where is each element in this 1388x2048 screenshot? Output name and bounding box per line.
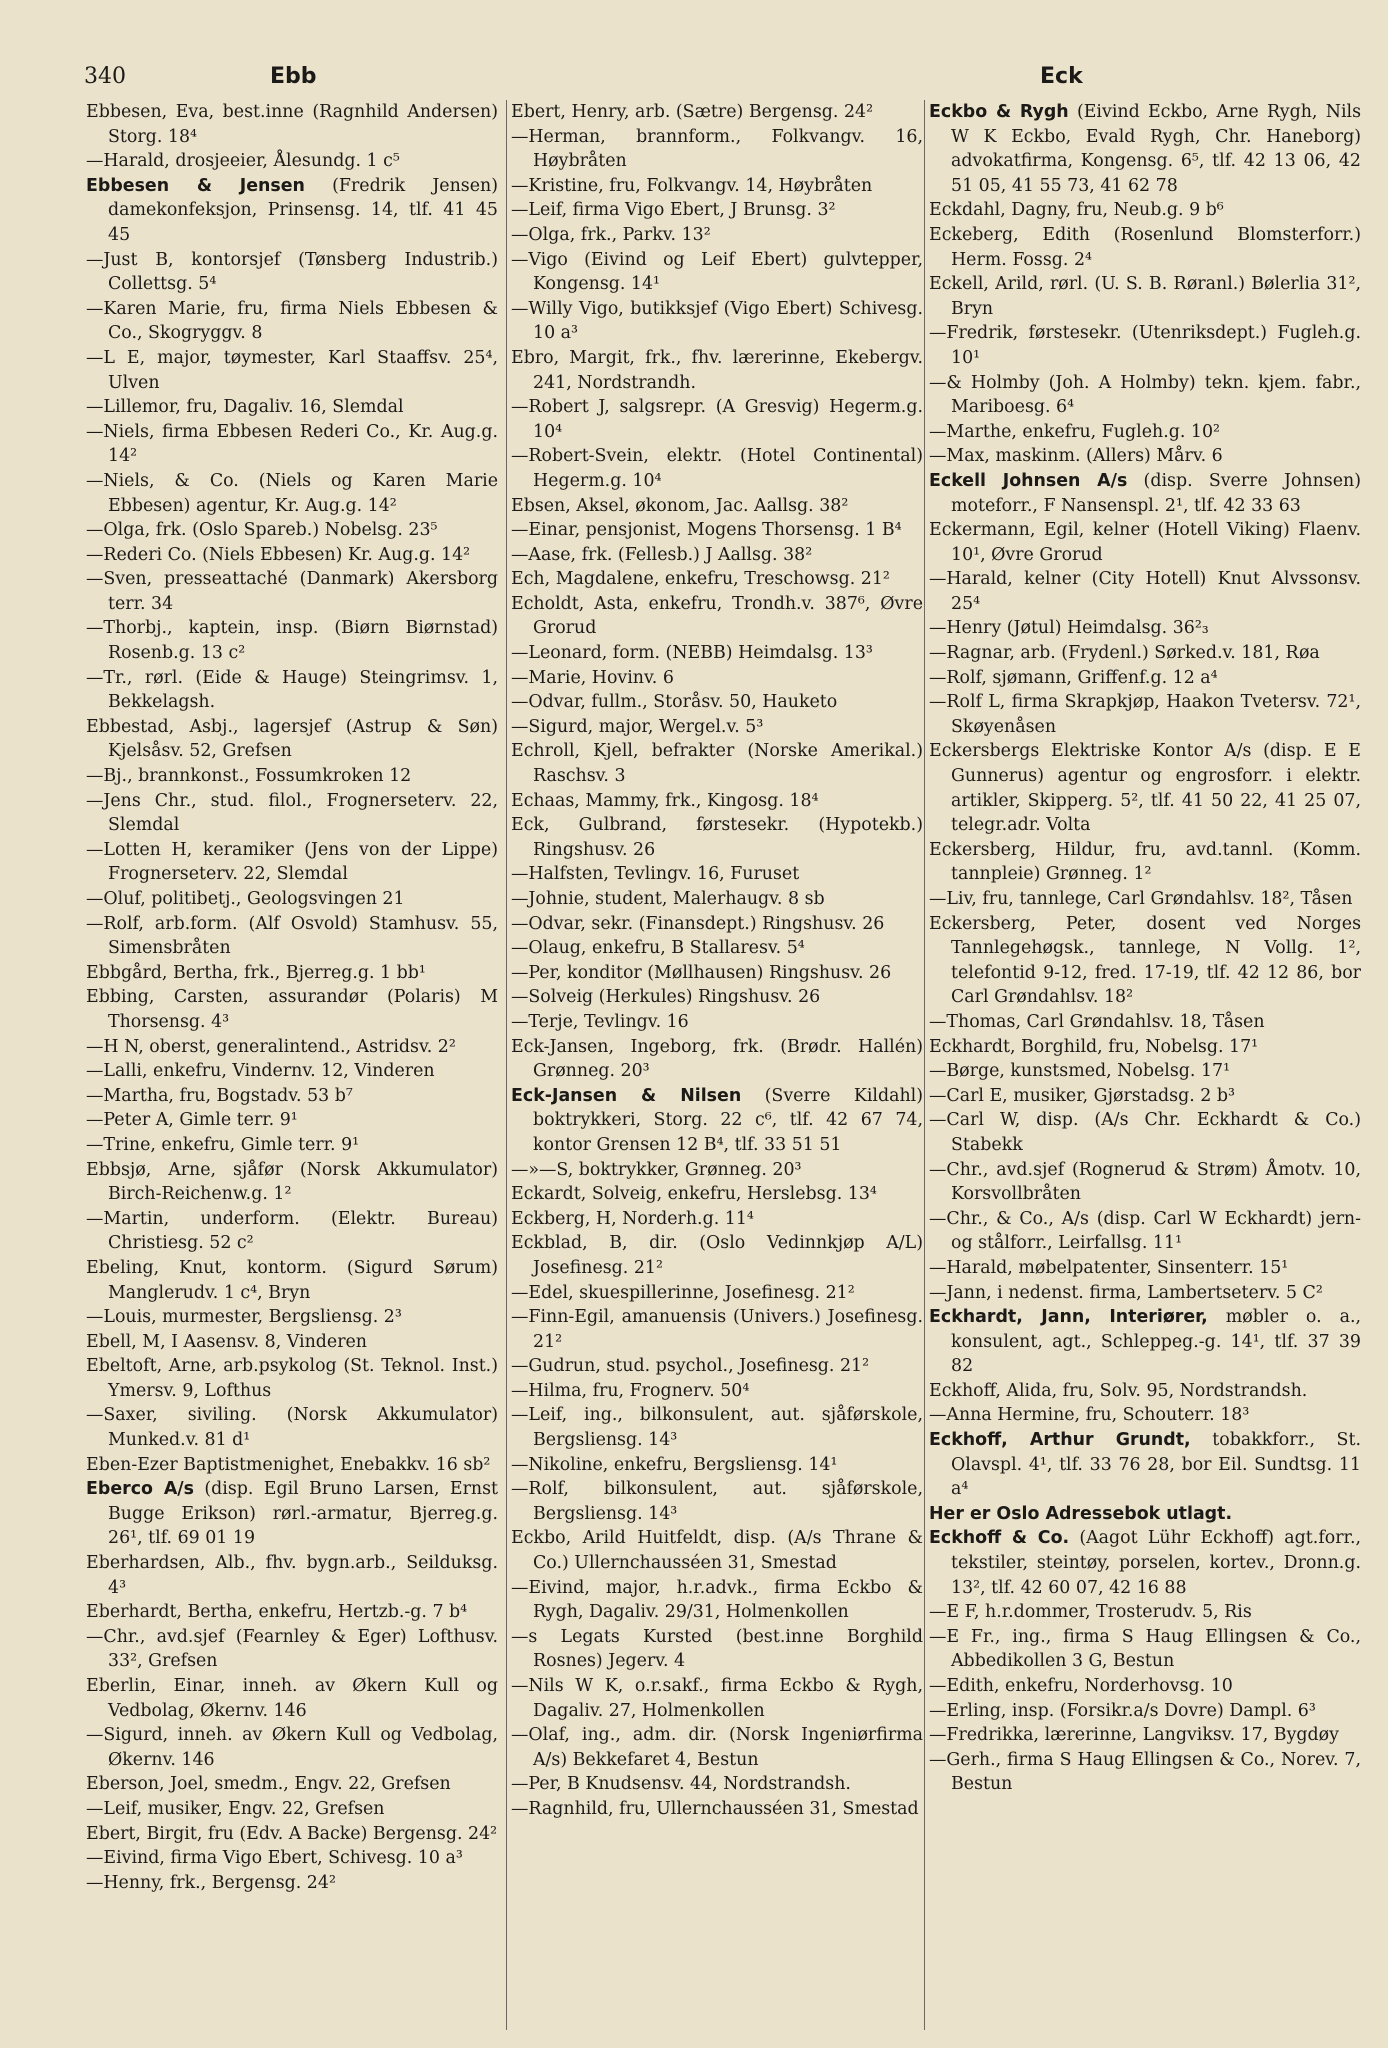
directory-entry [86,616,498,665]
directory-entry [929,1674,1361,1699]
directory-entry [511,1182,923,1207]
entry-text: Eberhardt, Bertha, enkefru, Hertzb.-g. 7 b⁴ [86,1602,468,1623]
entry-text: —Ragnhild, fru, Ullernchausséen 31, Smestad [511,1798,919,1819]
entry-text: Echaas, Mammy, frk., Kingosg. 18⁴ [511,790,819,811]
directory-entry [929,518,1361,567]
directory-entry [86,543,498,568]
entry-text: —Rolf, arb.form. (Alf Osvold) Stamhusv. 55, Simensbråten [86,913,498,959]
entry-text: —Liv, fru, tannlege, Carl Grøndahlsv. 18², Tåsen [929,889,1353,909]
entry-text: Eckbo, Arild Huitfeldt, disp. (A/s Thrane & Co.) Ullernchausséen 31, Smestad [511,1528,923,1574]
directory-entry [86,174,498,248]
entry-text: Ech, Magdalene, enkefru, Treschowsg. 21² [511,569,890,590]
directory-entry [511,1576,923,1625]
page-number: 340 [84,64,126,89]
directory-entry [511,641,923,666]
directory-entry [511,100,923,125]
directory-entry [929,1035,1361,1060]
directory-entry [511,813,923,862]
entry-text: —Vigo (Eivind og Leif Ebert) gulvtepper, Kongensg. 14¹ [511,249,923,295]
entry-text: —Børge, kunstsmed, Nobelsg. 17¹ [929,1061,1231,1082]
entry-text: —Saxer, siviling. (Norsk Akkumulator) Munked.v. 81 d¹ [86,1405,498,1451]
directory-entry [511,1625,923,1674]
directory-entry [929,100,1361,198]
entry-text: Eckardt, Solveig, enkefru, Herslebsg. 13⁴ [511,1184,877,1205]
directory-entry [511,494,923,519]
directory-entry [86,297,498,346]
entry-text: Eckblad, B, dir. (Oslo Vedinnkjøp A/L) Josefinesg. 21² [511,1233,923,1278]
directory-entry [511,346,923,395]
entry-lead-name: Eckbo & Rygh [929,102,1069,122]
directory-entry [86,1871,498,1896]
entry-text: tobakkforr., St. Olavspl. 4¹, tlf. 33 76 28, bor Eil. Sundtsg. 11 a⁴ [951,1430,1361,1500]
entry-text: Ebbing, Carsten, assurandør (Polaris) M Thorsensg. 4³ [86,987,498,1032]
entry-text: —s Legats Kursted (best.inne Borghild Rosnes) Jegerv. 4 [511,1626,923,1672]
entry-text: —Herman, brannform., Folkvangv. 16, Høybråten [511,126,923,172]
directory-entry [86,1158,498,1207]
entry-text: —Leif, musiker, Engv. 22, Grefsen [86,1798,385,1819]
directory-entry [511,592,923,641]
entry-text: —Nils W K, o.r.sakf., firma Eckbo & Rygh, Dagaliv. 27, Holmenkollen [511,1676,923,1721]
directory-entry [86,1551,498,1600]
directory-entry [86,1305,498,1330]
directory-entry [86,1035,498,1060]
entry-text: —Rolf, sjømann, Griffenf.g. 12 a⁴ [929,667,1218,688]
entry-text: Ebbgård, Bertha, frk., Bjerreg.g. 1 bb¹ [86,962,426,983]
directory-entry [86,420,498,469]
directory-entry [511,1526,923,1575]
directory-entry [929,371,1361,420]
entry-text: —Lillemor, fru, Dagaliv. 16, Slemdal [86,397,404,418]
entry-text: Eckberg, H, Norderh.g. 11⁴ [511,1208,754,1229]
directory-entry [929,1158,1361,1207]
directory-entry [929,420,1361,445]
entry-text: —»—S, boktrykker, Grønneg. 20³ [511,1159,802,1180]
directory-entry [86,1846,498,1871]
directory-entry [511,715,923,740]
entry-text: —Erling, insp. (Forsikr.a/s Dovre) Dampl. 6³ [929,1700,1316,1721]
directory-entry [511,690,923,715]
entry-text: (Eivind Eckbo, Arne Rygh, Nils W K Eckbo, Evald Rygh, Chr. Haneborg) advokatfirma, Kongensg. 6⁵, tlf. 42 13 06, 42 51 05, 41 55 73, 41 62 78 [951,102,1361,196]
entry-text: Eck, Gulbrand, førstesekr. (Hypotekb.) Ringshusv. 26 [511,815,923,860]
directory-entry [511,862,923,887]
directory-entry [929,1625,1361,1674]
directory-entry [86,149,498,174]
directory-entry [511,1158,923,1183]
directory-entry [86,1133,498,1158]
entry-text: —Louis, murmester, Bergsliensg. 2³ [86,1307,402,1328]
directory-entry [86,985,498,1034]
entry-text: —Fredrikka, lærerinne, Langviksv. 17, Bygdøy [929,1725,1339,1746]
entry-text: Eckdahl, Dagny, fru, Neub.g. 9 b⁶ [929,200,1224,221]
directory-entry [511,936,923,961]
entry-text: Echoldt, Asta, enkefru, Trondh.v. 387⁶, Øvre Grorud [511,593,923,639]
directory-entry [86,1723,498,1772]
directory-entry [511,1035,923,1084]
entry-text: —Leif, ing., bilkonsulent, aut. sjåførskole, Bergsliensg. 14³ [511,1405,923,1451]
directory-entry [86,1256,498,1305]
entry-text: —Niels, & Co. (Niels og Karen Marie Ebbesen) agentur, Kr. Aug.g. 14² [86,470,498,516]
entry-text: Eckhoff, Alida, fru, Solv. 95, Nordstrandsh. [929,1380,1308,1401]
directory-entry [929,1010,1361,1035]
directory-entry [86,838,498,887]
entry-text: —Lotten H, keramiker (Jens von der Lippe) Frognerseterv. 22, Slemdal [86,839,498,885]
entry-text: Ebsen, Aksel, økonom, Jac. Aallsg. 38² [511,495,849,516]
directory-entry [511,1084,923,1158]
directory-entry [929,272,1361,321]
entry-text: Ebbesen, Eva, best.inne (Ragnhild Andersen) Storg. 18⁴ [86,102,498,147]
entry-text: —Gudrun, stud. psychol., Josefinesg. 21² [511,1356,870,1377]
directory-entry [86,1059,498,1084]
entry-text: (disp. Egil Bruno Larsen, Ernst Bugge Erikson) rørl.-armatur, Bjerreg.g. 26¹, tlf. 69 01 19 [108,1479,498,1549]
entry-text: —Hilma, fru, Frognerv. 50⁴ [511,1380,750,1401]
entry-text: Eberlin, Einar, inneh. av Økern Kull og Vedbolag, Økernv. 146 [86,1676,498,1721]
entry-text: —E Fr., ing., firma S Haug Ellingsen & Co., Abbedikollen 3 G, Bestun [929,1626,1361,1672]
entry-text: —Robert J, salgsrepr. (A Gresvig) Hegerm.g. 10⁴ [511,397,923,442]
entry-text: Eckersbergs Elektriske Kontor A/s (disp. E E Gunnerus) agentur og engrosforr. i elektr. artikler, Skipperg. 5², tlf. 41 50 22, 41 25 07, telegr.adr. Volta [929,741,1361,836]
entry-text: —Martin, underform. (Elektr. Bureau) Christiesg. 52 c² [86,1208,498,1254]
directory-entry [929,1084,1361,1109]
directory-entry [929,444,1361,469]
directory-entry [511,543,923,568]
entry-text: —Aase, frk. (Fellesb.) J Aallsg. 38² [511,544,813,565]
entry-text: Eberson, Joel, smedm., Engv. 22, Grefsen [86,1774,451,1795]
directory-entry [511,223,923,248]
entry-text: Eberhardsen, Alb., fhv. bygn.arb., Seilduksg. 4³ [86,1553,498,1598]
entry-text: —Just B, kontorsjef (Tønsberg Industrib.) Collettsg. 5⁴ [86,249,498,295]
column-3 [924,100,1361,2030]
entry-text: —Lalli, enkefru, Vindernv. 12, Vinderen [86,1061,435,1082]
entry-text: —Rolf L, firma Skrapkjøp, Haakon Tvetersv. 72¹, Skøyenåsen [929,692,1361,737]
entry-text: Eck-Jansen, Ingeborg, frk. (Brødr. Hallén) Grønneg. 20³ [511,1036,923,1082]
directory-entry [511,666,923,691]
entry-text: —Niels, firma Ebbesen Rederi Co., Kr. Aug.g. 14² [86,421,498,467]
entry-text: møbler o. a., konsulent, agt., Schleppeg.-g. 14¹, tlf. 37 39 82 [951,1307,1361,1377]
entry-lead-name: Her er Oslo Adressebok utlagt. [929,1503,1233,1524]
directory-entry [929,1207,1361,1256]
directory-entry [86,764,498,789]
entry-text: Eckersberg, Hildur, fru, avd.tannl. (Komm. tannpleie) Grønneg. 1² [929,839,1361,885]
directory-entry [86,248,498,297]
entry-text: —Peter A, Gimle terr. 9¹ [86,1110,298,1131]
entry-lead-name: Eckhardt, Jann, Interiører, [929,1307,1208,1328]
entry-text: —Chr., avd.sjef (Rognerud & Strøm) Åmotv. 10, Korsvollbråten [929,1159,1361,1205]
entry-text: —Per, konditor (Møllhausen) Ringshusv. 26 [511,962,892,983]
directory-entry [86,1625,498,1674]
column-1 [86,100,498,2030]
entry-lead-name: Eckell Johnsen A/s [929,470,1128,491]
entry-text: —Halfsten, Tevlingv. 16, Furuset [511,864,800,885]
entry-text: —L E, major, tøymester, Karl Staaffsv. 25⁴, Ulven [86,347,498,393]
entry-text: —Sven, presseattaché (Danmark) Akersborg terr. 34 [86,569,498,614]
entry-text: —Edel, skuespillerinne, Josefinesg. 21² [511,1282,855,1303]
entry-text: —Gerh., firma S Haug Ellingsen & Co., Norev. 7, Bestun [929,1749,1361,1795]
directory-entry [511,198,923,223]
directory-entry [511,395,923,444]
directory-entry [86,1354,498,1403]
directory-entry [86,1477,498,1551]
entry-text: —Leif, firma Vigo Ebert, J Brunsg. 3² [511,200,836,221]
directory-entry [86,1797,498,1822]
directory-entry [511,444,923,493]
directory-entry [929,1526,1361,1600]
entry-text: —Thorbj., kaptein, insp. (Biørn Biørnstad) Rosenb.g. 13 c² [86,618,498,664]
directory-entry [929,1403,1361,1428]
directory-entry [86,346,498,395]
directory-entry [929,1502,1361,1527]
entry-text: (Sverre Kildahl) boktrykkeri, Storg. 22 c⁶, tlf. 42 67 74, kontor Grensen 12 B⁴, tlf. 33 51 51 [533,1085,923,1155]
directory-entry [929,1256,1361,1281]
directory-entry [929,1108,1361,1157]
entry-text: —Kristine, fru, Folkvangv. 14, Høybråten [511,175,873,196]
directory-entry [86,469,498,518]
entry-text: —Trine, enkefru, Gimle terr. 9¹ [86,1134,360,1155]
directory-entry [929,666,1361,691]
directory-entry [511,248,923,297]
entry-lead-name: Ebbesen & Jensen [86,175,305,196]
entry-text: —Finn-Egil, amanuensis (Univers.) Josefinesg. 21² [511,1307,923,1352]
entry-text: —Einar, pensjonist, Mogens Thorsensg. 1 B⁴ [511,520,902,541]
entry-text: —Harald, møbelpatenter, Sinsenterr. 15¹ [929,1257,1289,1278]
directory-entry [511,961,923,986]
entry-text: Ebell, M, I Aasensv. 8, Vinderen [86,1331,368,1352]
directory-entry [511,1723,923,1772]
directory-entry [929,641,1361,666]
entry-text: —& Holmby (Joh. A Holmby) tekn. kjem. fabr., Mariboesg. 6⁴ [929,372,1361,418]
directory-entry [86,1108,498,1133]
directory-entry [929,1428,1361,1502]
directory-entry [511,518,923,543]
directory-entry [86,1772,498,1797]
entry-text: —Bj., brannkonst., Fossumkroken 12 [86,766,412,787]
entry-text: —Carl W, disp. (A/s Chr. Eckhardt & Co.) Stabekk [929,1110,1361,1155]
entry-text: —Marie, Hovinv. 6 [511,667,674,688]
directory-entry [86,1822,498,1847]
entry-text: —Fredrik, førstesekr. (Utenriksdept.) Fugleh.g. 10¹ [929,323,1361,368]
directory-entry [86,1084,498,1109]
entry-text: —Per, B Knudsensv. 44, Nordstrandsh. [511,1774,851,1795]
entry-text: Ebbestad, Asbj., lagersjef (Astrup & Søn) Kjelsåsv. 52, Grefsen [86,716,498,762]
directory-entry [511,1797,923,1822]
entry-text: —Johnie, student, Malerhaugv. 8 sb [511,889,825,909]
entry-text: (Aagot Lühr Eckhoff) agt.forr., tekstiler, steintøy, porselen, kortev., Dronn.g. 13², tlf. 42 60 07, 42 16 88 [951,1528,1361,1598]
directory-entry [86,1403,498,1452]
directory-entry [929,198,1361,223]
directory-entry [511,1305,923,1354]
entry-text: —Harald, drosjeeier, Ålesundg. 1 c⁵ [86,151,400,172]
entry-text: —Chr., avd.sjef (Fearnley & Eger) Lofthusv. 33², Grefsen [86,1626,498,1672]
entry-text: —Marthe, enkefru, Fugleh.g. 10² [929,421,1221,442]
directory-entry [511,912,923,937]
directory-entry [511,1772,923,1797]
directory-entry [86,518,498,543]
directory-entry [86,1207,498,1256]
entry-text: Eckersberg, Peter, dosent ved Norges Tannlegehøgsk., tannlege, N Vollg. 1², telefontid 9-12, fred. 17-19, tlf. 42 12 86, bor Carl Grøndahlsv. 18² [929,913,1361,1008]
directory-entry [511,1207,923,1232]
directory-entry [86,1453,498,1478]
directory-entry [929,1748,1361,1797]
entry-text: —Odvar, sekr. (Finansdept.) Ringshusv. 26 [511,913,885,934]
directory-entry [929,690,1361,739]
entry-text: —Chr., & Co., A/s (disp. Carl W Eckhardt) jern- og stålforr., Leirfallsg. 11¹ [929,1208,1361,1254]
entry-text: —Tr., rørl. (Eide & Hauge) Steingrimsv. 1, Bekkelagsh. [86,667,498,713]
entry-text: —Odvar, fullm., Storåsv. 50, Hauketo [511,692,838,713]
entry-text: Ebert, Birgit, fru (Edv. A Backe) Bergensg. 24² [86,1823,498,1844]
directory-entry [929,1723,1361,1748]
entry-lead-name: Eckhoff, Arthur Grundt, [929,1430,1191,1451]
directory-entry [511,567,923,592]
entry-text: —Oluf, politibetj., Geologsvingen 21 [86,889,405,909]
directory-entry [86,395,498,420]
directory-entry [86,912,498,961]
directory-entry [511,1674,923,1723]
entry-text: —Olga, frk., Parkv. 13² [511,224,711,245]
entry-text: Eben-Ezer Baptistmenighet, Enebakkv. 16 sb² [86,1454,491,1475]
entry-text: Ebbsjø, Arne, sjåfør (Norsk Akkumulator) Birch-Reichenw.g. 1² [86,1159,498,1205]
directory-entry [86,715,498,764]
entry-text: Ebeling, Knut, kontorm. (Sigurd Sørum) Manglerudv. 1 c⁴, Bryn [86,1257,498,1303]
entry-text: Eckell, Arild, rørl. (U. S. B. Røranl.) Bølerlia 31², Bryn [929,274,1361,319]
column-2 [506,100,923,2030]
directory-entry [86,961,498,986]
directory-entry [511,1354,923,1379]
entry-text: —Rederi Co. (Niels Ebbesen) Kr. Aug.g. 14² [86,544,471,565]
directory-entry [511,1453,923,1478]
directory-entry [86,1600,498,1625]
entry-text: —Eivind, firma Vigo Ebert, Schivesg. 10 a³ [86,1848,463,1869]
directory-entry [929,1281,1361,1306]
directory-entry [929,887,1361,912]
entry-text: —Nikoline, enkefru, Bergsliensg. 14¹ [511,1454,838,1475]
directory-entry [929,567,1361,616]
entry-text: —Jens Chr., stud. filol., Frognerseterv. 22, Slemdal [86,790,498,836]
entry-text: —Rolf, bilkonsulent, aut. sjåførskole, Bergsliensg. 14³ [511,1479,923,1524]
directory-entry [511,125,923,174]
entry-text: —Thomas, Carl Grøndahlsv. 18, Tåsen [929,1011,1265,1032]
directory-entry [86,100,498,149]
entry-text: (Fredrik Jensen) damekonfeksjon, Prinsensg. 14, tlf. 41 45 45 [108,175,498,245]
directory-entry [511,789,923,814]
entry-text: —Karen Marie, fru, firma Niels Ebbesen & Co., Skogryggv. 8 [86,298,498,344]
directory-entry [929,1059,1361,1084]
entry-text: —Ragnar, arb. (Frydenl.) Sørked.v. 181, Røa [929,643,1320,664]
directory-entry [511,1281,923,1306]
entry-text: Ebeltoft, Arne, arb.psykolog (St. Teknol. Inst.) Ymersv. 9, Lofthus [86,1356,498,1401]
directory-entry [511,739,923,788]
entry-text: —Olga, frk. (Oslo Spareb.) Nobelsg. 23⁵ [86,520,438,541]
entry-text: —Harald, kelner (City Hotell) Knut Alvssonsv. 25⁴ [929,569,1361,614]
directory-entry [86,567,498,616]
directory-entry [929,616,1361,641]
directory-entry [86,789,498,838]
entry-text: —Max, maskinm. (Allers) Mårv. 6 [929,446,1223,467]
header-right-word: Eck [1040,64,1083,89]
entry-text: —Carl E, musiker, Gjørstadsg. 2 b³ [929,1085,1235,1106]
entry-text: —H N, oberst, generalintend., Astridsv. 2² [86,1036,456,1057]
directory-entry [929,912,1361,1010]
entry-text: Eckermann, Egil, kelner (Hotell Viking) Flaenv. 10¹, Øvre Grorud [929,520,1361,565]
directory-entry [511,1231,923,1280]
entry-text: —Edith, enkefru, Norderhovsg. 10 [929,1676,1233,1696]
entry-text: —Leonard, form. (NEBB) Heimdalsg. 13³ [511,643,873,664]
entry-text: —Olaf, ing., adm. dir. (Norsk Ingeniørfirma A/s) Bekkefaret 4, Bestun [511,1725,923,1770]
directory-entry [511,297,923,346]
directory-entry [86,1674,498,1723]
entry-text: Eckhardt, Borghild, fru, Nobelsg. 17¹ [929,1036,1259,1057]
entry-text: —Henry (Jøtul) Heimdalsg. 36²₃ [929,618,1209,639]
directory-entry [86,666,498,715]
entry-text: —Eivind, major, h.r.advk., firma Eckbo & Rygh, Dagaliv. 29/31, Holmenkollen [511,1577,923,1623]
entry-text: —Henny, frk., Bergensg. 24² [86,1872,336,1893]
directory-entry [511,1477,923,1526]
entry-lead-name: Eberco A/s [86,1479,194,1500]
entry-text: —Willy Vigo, butikksjef (Vigo Ebert) Schivesg. 10 a³ [511,298,923,344]
directory-entry [929,223,1361,272]
entry-text: —Olaug, enkefru, B Stallaresv. 5⁴ [511,938,805,959]
entry-lead-name: Eckhoff & Co. [929,1528,1070,1549]
entry-text: —Martha, fru, Bogstadv. 53 b⁷ [86,1085,353,1106]
directory-entry [929,469,1361,518]
directory-entry [929,1699,1361,1724]
entry-text: —Robert-Svein, elektr. (Hotel Continental) Hegerm.g. 10⁴ [511,446,923,491]
directory-entry [929,1600,1361,1625]
directory-entry [511,1379,923,1404]
entry-text: (disp. Sverre Johnsen) moteforr., F Nansenspl. 2¹, tlf. 42 33 63 [951,470,1361,516]
directory-entry [929,838,1361,887]
directory-entry [86,887,498,912]
directory-entry [511,985,923,1010]
directory-entry [929,1379,1361,1404]
entry-text: —Solveig (Herkules) Ringshusv. 26 [511,987,821,1008]
directory-entry [929,321,1361,370]
entry-lead-name: Eck-Jansen & Nilsen [511,1085,742,1106]
entry-text: —Jann, i nedenst. firma, Lambertseterv. 5 C² [929,1282,1323,1303]
directory-entry [511,174,923,199]
directory-entry [511,1403,923,1452]
entry-text: —Terje, Tevlingv. 16 [511,1011,689,1032]
entry-text: Echroll, Kjell, befrakter (Norske Amerikal.) Raschsv. 3 [511,741,923,787]
directory-entry [929,739,1361,837]
directory-entry [511,1010,923,1035]
directory-entry [86,1330,498,1355]
entry-text: Ebert, Henry, arb. (Sætre) Bergensg. 24² [511,102,874,122]
directory-entry [511,887,923,912]
header-left-word: Ebb [270,64,317,89]
entry-text: —Anna Hermine, fru, Schouterr. 18³ [929,1405,1250,1426]
entry-text: Ebro, Margit, frk., fhv. lærerinne, Ekebergv. 241, Nordstrandh. [511,347,923,393]
directory-entry [929,1305,1361,1379]
entry-text: —Sigurd, major, Wergel.v. 5³ [511,716,764,737]
entry-text: —Sigurd, inneh. av Økern Kull og Vedbolag, Økernv. 146 [86,1725,498,1770]
entry-text: Eckeberg, Edith (Rosenlund Blomsterforr.) Herm. Fossg. 2⁴ [929,224,1361,270]
entry-text: —E F, h.r.dommer, Trosterudv. 5, Ris [929,1602,1252,1623]
